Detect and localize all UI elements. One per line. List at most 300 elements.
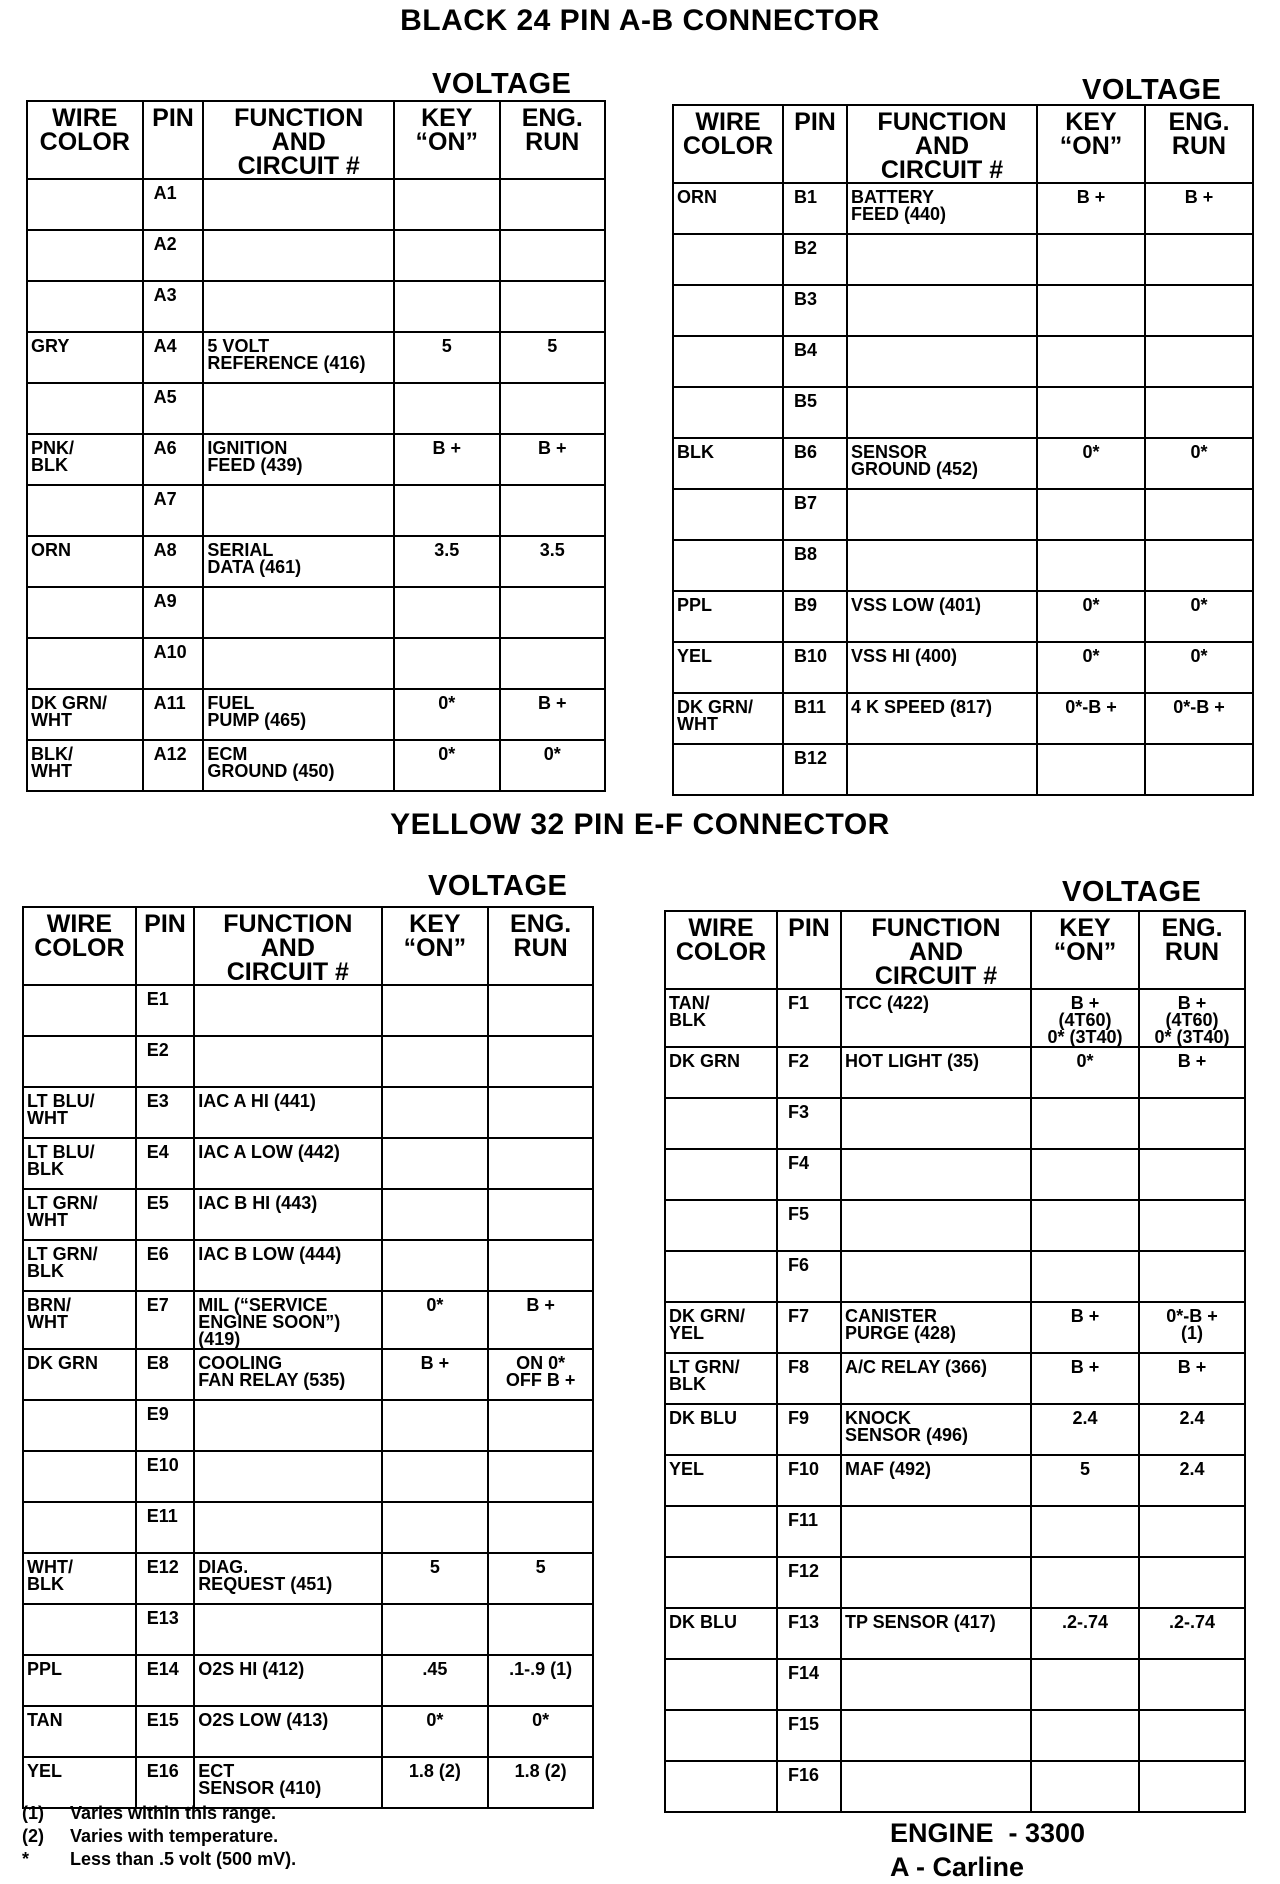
eng-run-cell: [1145, 744, 1253, 795]
function-cell: IAC B LOW (444): [194, 1240, 381, 1291]
eng-run-cell: [1139, 1710, 1245, 1761]
pin-cell: A5: [143, 383, 204, 434]
key-on-cell: [1031, 1251, 1139, 1302]
function-cell: COOLING FAN RELAY (535): [194, 1349, 381, 1400]
pin-cell: F12: [777, 1557, 841, 1608]
table-row: [27, 638, 605, 689]
function-cell: [847, 387, 1037, 438]
table-row: [665, 989, 1245, 1047]
function-cell: IAC A LOW (442): [194, 1138, 381, 1189]
eng-run-cell: 2.4: [1139, 1404, 1245, 1455]
table-row: [27, 485, 605, 536]
key-on-cell: 5: [394, 332, 499, 383]
pin-cell: E2: [136, 1036, 194, 1087]
table-row: [27, 434, 605, 485]
key-on-cell: B +: [1037, 183, 1145, 234]
eng-run-cell: 5: [488, 1553, 593, 1604]
table-row: [673, 693, 1253, 744]
function-cell: MAF (492): [841, 1455, 1031, 1506]
eng-run-cell: 0*: [500, 740, 606, 791]
header-eng-run: ENG. RUN: [1145, 105, 1253, 183]
footnote-marker: *: [22, 1849, 30, 1869]
wire-color-cell: LT GRN/ BLK: [23, 1240, 136, 1291]
function-cell: [841, 1506, 1031, 1557]
table-row: [665, 1761, 1245, 1812]
pin-cell: E10: [136, 1451, 194, 1502]
pin-cell: B9: [783, 591, 847, 642]
pin-cell: B8: [783, 540, 847, 591]
wire-color-cell: [665, 1557, 777, 1608]
pin-cell: A3: [143, 281, 204, 332]
footnote: [22, 1825, 296, 1848]
table-row: [23, 1087, 593, 1138]
eng-run-cell: [1139, 1200, 1245, 1251]
pin-cell: E8: [136, 1349, 194, 1400]
eng-run-cell: 0*: [1145, 642, 1253, 693]
table-row: [665, 1506, 1245, 1557]
wire-color-cell: YEL: [665, 1455, 777, 1506]
eng-run-cell: [488, 1189, 593, 1240]
key-on-cell: .45: [382, 1655, 489, 1706]
eng-run-cell: 1.8 (2): [488, 1757, 593, 1808]
table-row: [673, 183, 1253, 234]
wire-color-cell: DK GRN: [23, 1349, 136, 1400]
pin-cell: E6: [136, 1240, 194, 1291]
table-row: [23, 1451, 593, 1502]
pin-cell: E15: [136, 1706, 194, 1757]
wire-color-cell: [673, 489, 783, 540]
key-on-cell: 0*: [1031, 1047, 1139, 1098]
table-row: [673, 591, 1253, 642]
table-row: [27, 383, 605, 434]
pin-cell: A6: [143, 434, 204, 485]
wire-color-cell: [27, 383, 143, 434]
voltage-label-f: VOLTAGE: [1062, 876, 1202, 908]
header-pin: PIN: [783, 105, 847, 183]
eng-run-cell: [1139, 1761, 1245, 1812]
header-wire-color: WIRE COLOR: [673, 105, 783, 183]
key-on-cell: [394, 281, 499, 332]
function-cell: [841, 1659, 1031, 1710]
pin-cell: B3: [783, 285, 847, 336]
pin-table-f: [664, 910, 1246, 1813]
eng-run-cell: [1145, 336, 1253, 387]
function-cell: [847, 489, 1037, 540]
voltage-label-a: VOLTAGE: [432, 68, 572, 100]
table-row: [27, 332, 605, 383]
eng-run-cell: [1139, 1149, 1245, 1200]
key-on-cell: [1037, 387, 1145, 438]
key-on-cell: [1037, 489, 1145, 540]
eng-run-cell: [488, 1240, 593, 1291]
eng-run-cell: B + (4T60) 0* (3T40): [1139, 989, 1245, 1047]
table-row: [673, 744, 1253, 795]
function-cell: ECM GROUND (450): [203, 740, 394, 791]
pin-cell: A8: [143, 536, 204, 587]
key-on-cell: B +: [1031, 1302, 1139, 1353]
table-row: [27, 536, 605, 587]
table-row: [665, 1047, 1245, 1098]
key-on-cell: [382, 1240, 489, 1291]
eng-run-cell: [1139, 1506, 1245, 1557]
key-on-cell: 3.5: [394, 536, 499, 587]
table-row: [27, 179, 605, 230]
header-function: FUNCTION AND CIRCUIT #: [194, 907, 381, 985]
eng-run-cell: 2.4: [1139, 1455, 1245, 1506]
pin-cell: A10: [143, 638, 204, 689]
wire-color-cell: [27, 179, 143, 230]
table-row: [27, 587, 605, 638]
eng-run-cell: [1145, 387, 1253, 438]
pin-cell: B6: [783, 438, 847, 489]
function-cell: [194, 985, 381, 1036]
wire-color-cell: PNK/ BLK: [27, 434, 143, 485]
function-cell: [203, 485, 394, 536]
table-row: [673, 438, 1253, 489]
header-key-on: KEY “ON”: [394, 101, 499, 179]
wire-color-cell: TAN/ BLK: [665, 989, 777, 1047]
footnote: [22, 1802, 296, 1825]
key-on-cell: 2.4: [1031, 1404, 1139, 1455]
pin-cell: A4: [143, 332, 204, 383]
function-cell: SERIAL DATA (461): [203, 536, 394, 587]
table-row: [665, 1200, 1245, 1251]
wire-color-cell: [23, 1400, 136, 1451]
pin-cell: E9: [136, 1400, 194, 1451]
wire-color-cell: [27, 587, 143, 638]
eng-run-cell: 5: [500, 332, 606, 383]
table-row: [673, 387, 1253, 438]
wire-color-cell: [673, 540, 783, 591]
wire-color-cell: DK BLU: [665, 1608, 777, 1659]
wire-color-cell: GRY: [27, 332, 143, 383]
table-row: [23, 1291, 593, 1349]
footnote-marker: (1): [22, 1803, 44, 1823]
header-key-on: KEY “ON”: [382, 907, 489, 985]
wire-color-cell: [673, 234, 783, 285]
wire-color-cell: [665, 1200, 777, 1251]
function-cell: [841, 1200, 1031, 1251]
wire-color-cell: [27, 281, 143, 332]
wire-color-cell: [23, 1502, 136, 1553]
eng-run-cell: [488, 1138, 593, 1189]
pin-table-b: [672, 104, 1254, 796]
ab-connector-title: BLACK 24 PIN A-B CONNECTOR: [400, 4, 880, 37]
key-on-cell: [382, 1087, 489, 1138]
key-on-cell: 1.8 (2): [382, 1757, 489, 1808]
table-row: [23, 1349, 593, 1400]
pin-cell: F13: [777, 1608, 841, 1659]
wire-color-cell: DK GRN: [665, 1047, 777, 1098]
header-eng-run: ENG. RUN: [1139, 911, 1245, 989]
wire-color-cell: [27, 638, 143, 689]
pin-table-a: [26, 100, 606, 792]
table-row: [673, 234, 1253, 285]
pin-cell: F4: [777, 1149, 841, 1200]
function-cell: HOT LIGHT (35): [841, 1047, 1031, 1098]
key-on-cell: 0*: [394, 740, 499, 791]
pin-cell: E3: [136, 1087, 194, 1138]
function-cell: [841, 1557, 1031, 1608]
wire-color-cell: [665, 1149, 777, 1200]
function-cell: [841, 1098, 1031, 1149]
eng-run-cell: [500, 281, 606, 332]
eng-run-cell: [500, 638, 606, 689]
function-cell: [841, 1710, 1031, 1761]
key-on-cell: [1031, 1557, 1139, 1608]
pin-cell: B2: [783, 234, 847, 285]
wire-color-cell: PPL: [23, 1655, 136, 1706]
key-on-cell: [394, 179, 499, 230]
header-key-on: KEY “ON”: [1037, 105, 1145, 183]
function-cell: [847, 540, 1037, 591]
pin-cell: E14: [136, 1655, 194, 1706]
function-cell: [847, 234, 1037, 285]
function-cell: DIAG. REQUEST (451): [194, 1553, 381, 1604]
pin-cell: E4: [136, 1138, 194, 1189]
function-cell: [203, 281, 394, 332]
pin-cell: B5: [783, 387, 847, 438]
key-on-cell: [1037, 336, 1145, 387]
eng-run-cell: B +: [500, 689, 606, 740]
function-cell: TP SENSOR (417): [841, 1608, 1031, 1659]
key-on-cell: 0*: [382, 1291, 489, 1349]
eng-run-cell: [488, 985, 593, 1036]
pin-cell: E12: [136, 1553, 194, 1604]
eng-run-cell: 0*: [1145, 438, 1253, 489]
key-on-cell: B + (4T60) 0* (3T40): [1031, 989, 1139, 1047]
wire-color-cell: [27, 485, 143, 536]
key-on-cell: 0*: [1037, 438, 1145, 489]
pin-cell: A1: [143, 179, 204, 230]
eng-run-cell: 0*-B + (1): [1139, 1302, 1245, 1353]
table-row: [23, 1655, 593, 1706]
pin-cell: E16: [136, 1757, 194, 1808]
table-row: [673, 285, 1253, 336]
function-cell: [203, 230, 394, 281]
key-on-cell: 0*-B +: [1037, 693, 1145, 744]
key-on-cell: [394, 587, 499, 638]
pin-cell: F6: [777, 1251, 841, 1302]
key-on-cell: B +: [1031, 1353, 1139, 1404]
function-cell: BATTERY FEED (440): [847, 183, 1037, 234]
function-cell: IGNITION FEED (439): [203, 434, 394, 485]
ef-connector-title: YELLOW 32 PIN E-F CONNECTOR: [390, 808, 890, 841]
header-pin: PIN: [777, 911, 841, 989]
pin-cell: B10: [783, 642, 847, 693]
pin-cell: E1: [136, 985, 194, 1036]
pin-cell: F1: [777, 989, 841, 1047]
eng-run-cell: [500, 485, 606, 536]
eng-run-cell: [1145, 285, 1253, 336]
table-row: [23, 1036, 593, 1087]
key-on-cell: B +: [394, 434, 499, 485]
wire-color-cell: [27, 230, 143, 281]
wire-color-cell: [673, 336, 783, 387]
table-row: [23, 1240, 593, 1291]
pin-cell: F9: [777, 1404, 841, 1455]
wire-color-cell: [665, 1710, 777, 1761]
function-cell: MIL (“SERVICE ENGINE SOON”) (419): [194, 1291, 381, 1349]
function-cell: [841, 1149, 1031, 1200]
function-cell: O2S HI (412): [194, 1655, 381, 1706]
pin-cell: E13: [136, 1604, 194, 1655]
function-cell: [203, 587, 394, 638]
header-wire-color: WIRE COLOR: [665, 911, 777, 989]
eng-run-cell: [500, 179, 606, 230]
table-row: [27, 689, 605, 740]
pin-cell: A9: [143, 587, 204, 638]
table-row: [665, 1659, 1245, 1710]
key-on-cell: [1031, 1098, 1139, 1149]
wire-color-cell: [23, 985, 136, 1036]
eng-run-cell: [1139, 1659, 1245, 1710]
table-row: [23, 1138, 593, 1189]
eng-run-cell: .2-.74: [1139, 1608, 1245, 1659]
eng-run-cell: ON 0* OFF B +: [488, 1349, 593, 1400]
header-eng-run: ENG. RUN: [500, 101, 606, 179]
key-on-cell: .2-.74: [1031, 1608, 1139, 1659]
key-on-cell: [1031, 1710, 1139, 1761]
eng-run-cell: [488, 1451, 593, 1502]
footnote-text: Less than .5 volt (500 mV).: [70, 1849, 297, 1869]
key-on-cell: [394, 638, 499, 689]
key-on-cell: 0*: [394, 689, 499, 740]
function-cell: CANISTER PURGE (428): [841, 1302, 1031, 1353]
wire-color-cell: LT BLU/ WHT: [23, 1087, 136, 1138]
pin-cell: A2: [143, 230, 204, 281]
carline-line: A - Carline: [890, 1852, 1025, 1882]
pin-cell: F14: [777, 1659, 841, 1710]
pin-cell: E7: [136, 1291, 194, 1349]
function-cell: [847, 285, 1037, 336]
wire-color-cell: DK GRN/ YEL: [665, 1302, 777, 1353]
header-pin: PIN: [143, 101, 204, 179]
table-row: [23, 1189, 593, 1240]
wire-color-cell: WHT/ BLK: [23, 1553, 136, 1604]
table-row: [23, 1757, 593, 1808]
key-on-cell: [1037, 234, 1145, 285]
pin-cell: F5: [777, 1200, 841, 1251]
function-cell: [194, 1400, 381, 1451]
pin-cell: E11: [136, 1502, 194, 1553]
wire-color-cell: DK GRN/ WHT: [673, 693, 783, 744]
table-row: [665, 1098, 1245, 1149]
wire-color-cell: LT GRN/ BLK: [665, 1353, 777, 1404]
pin-cell: F16: [777, 1761, 841, 1812]
wire-color-cell: YEL: [23, 1757, 136, 1808]
eng-run-cell: .1-.9 (1): [488, 1655, 593, 1706]
eng-run-cell: [500, 383, 606, 434]
key-on-cell: [394, 485, 499, 536]
key-on-cell: [1037, 744, 1145, 795]
wire-color-cell: [665, 1659, 777, 1710]
key-on-cell: [382, 1138, 489, 1189]
pin-cell: F11: [777, 1506, 841, 1557]
key-on-cell: [382, 1604, 489, 1655]
eng-run-cell: [1139, 1557, 1245, 1608]
table-row: [665, 1404, 1245, 1455]
pin-cell: F15: [777, 1710, 841, 1761]
wire-color-cell: LT GRN/ WHT: [23, 1189, 136, 1240]
wire-color-cell: YEL: [673, 642, 783, 693]
wire-color-cell: [665, 1098, 777, 1149]
header-function: FUNCTION AND CIRCUIT #: [847, 105, 1037, 183]
footnotes: [22, 1802, 296, 1871]
function-cell: [194, 1451, 381, 1502]
header-wire-color: WIRE COLOR: [27, 101, 143, 179]
key-on-cell: [394, 383, 499, 434]
wire-color-cell: [665, 1251, 777, 1302]
footnote-text: Varies within this range.: [70, 1803, 277, 1823]
table-row: [23, 1604, 593, 1655]
eng-run-cell: [1145, 234, 1253, 285]
eng-run-cell: B +: [1145, 183, 1253, 234]
function-cell: [841, 1251, 1031, 1302]
footnote-text: Varies with temperature.: [70, 1826, 279, 1846]
key-on-cell: [382, 1502, 489, 1553]
wire-color-cell: [665, 1761, 777, 1812]
engine-info: [890, 1816, 1085, 1884]
table-row: [673, 336, 1253, 387]
wire-color-cell: [673, 285, 783, 336]
pin-table-e: [22, 906, 594, 1809]
header-function: FUNCTION AND CIRCUIT #: [841, 911, 1031, 989]
function-cell: [203, 638, 394, 689]
wire-color-cell: LT BLU/ BLK: [23, 1138, 136, 1189]
header-pin: PIN: [136, 907, 194, 985]
eng-run-cell: [1139, 1251, 1245, 1302]
table-row: [665, 1302, 1245, 1353]
table-row: [665, 1251, 1245, 1302]
key-on-cell: [382, 1451, 489, 1502]
pin-cell: B7: [783, 489, 847, 540]
eng-run-cell: 0*: [488, 1706, 593, 1757]
wire-color-cell: TAN: [23, 1706, 136, 1757]
pin-cell: E5: [136, 1189, 194, 1240]
eng-run-cell: 0*: [1145, 591, 1253, 642]
engine-line: ENGINE - 3300: [890, 1818, 1086, 1848]
header-wire-color: WIRE COLOR: [23, 907, 136, 985]
pin-cell: B4: [783, 336, 847, 387]
key-on-cell: [1037, 285, 1145, 336]
wire-color-cell: BRN/ WHT: [23, 1291, 136, 1349]
key-on-cell: [382, 1400, 489, 1451]
key-on-cell: [382, 1189, 489, 1240]
pin-cell: F3: [777, 1098, 841, 1149]
key-on-cell: [382, 985, 489, 1036]
wire-color-cell: [23, 1604, 136, 1655]
function-cell: [203, 383, 394, 434]
pin-cell: F10: [777, 1455, 841, 1506]
table-row: [23, 985, 593, 1036]
function-cell: FUEL PUMP (465): [203, 689, 394, 740]
table-row: [665, 1608, 1245, 1659]
eng-run-cell: B +: [1139, 1353, 1245, 1404]
table-row: [665, 1455, 1245, 1506]
key-on-cell: [1031, 1761, 1139, 1812]
pin-cell: A11: [143, 689, 204, 740]
eng-run-cell: [1145, 489, 1253, 540]
table-row: [673, 642, 1253, 693]
function-cell: VSS LOW (401): [847, 591, 1037, 642]
function-cell: O2S LOW (413): [194, 1706, 381, 1757]
key-on-cell: [394, 230, 499, 281]
key-on-cell: [1031, 1506, 1139, 1557]
wire-color-cell: [673, 387, 783, 438]
key-on-cell: [382, 1036, 489, 1087]
table-row: [665, 1353, 1245, 1404]
